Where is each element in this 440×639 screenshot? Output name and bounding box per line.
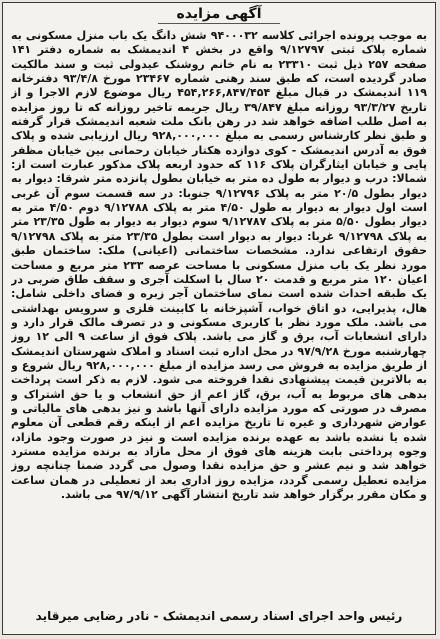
notice-body: به موجب پرونده اجرائی کلاسه ۹۴۰۰۰۳۲ شش دانگ یک باب منزل مسکونی به شماره پلاک ثبتی ۹/۱۲۷۹۷ واقع در بخش ۴ اندیمشک به شماره دفتر ۱۴۱ صفحه ۲۵۷ ذیل ثبت ۲۳۳۱۰ به نام خانم روشنک عیدولی ثبت و سند مالکیت صادر گردیده است، که طبق سند رهنی شماره ۲۳۴۶۷ مورخ ۹۳/۴/۸ دفترخانه ۱۱۹ اندیمشک در قبال مبلغ ۴۵۴,۲۶۶,۸۴۷/۴۵۴ ریال موضوع لازم الاجرا و از تاریخ ۹۳/۳/۲۷ روزانه مبلغ ۳۹/۸۴۷ ریال جریمه تاخیر روزانه که تا روز مزایده به اصل طلب اضافه خواهد شد در رهن بانک ملت شعبه اندیمشک قرار گرفته و طبق نظر کارشناس رسمی به مبلغ ۹۲۸,۰۰۰,۰۰۰ ریال ارزیابی شده و پلاک فوق به آدرس اندیمشک - کوی دوازده هکتار خیابان رحمانی بین خیابان مظفر پایی و خیابان ایثارگران پلاک ۱۱۶ که حدود اربعه پلاک مذکور عبارت است از: شمالا: درب و دیوار به طول ده متر به خیابان بطول پانزده متر شرقا: دیوار به دیوار بطول ۲۰/۵ متر به پلاک ۹/۱۲۷۹۶ جنوبا: در سه قسمت سوم آن غربی است اول دیوار به دیوار به طول ۴/۵۰ متر به پلاک ۹/۱۲۷۸۸ دوم ۴/۵۰ متر به دیوار بطول ۵/۵۰ متر به پلاک ۹/۱۲۷۸۷ سوم دیوار به دیوار به طول ۲۳/۳۵ متر به پلاک ۹/۱۲۷۹۸ غربا: دیوار به دیوار است بطول ۲۳/۳۵ متر به پلاک ۹/۱۲۷۹۸ حقوق ارتفاعی ندارد. مشخصات ساختمانی (اعیانی) ملک: ساختمان طبق مورد نظر یک باب منزل مسکونی با مساحت عرصه ۲۳۳ متر مربع و مساحت اعیان ۱۲۰ متر مربع و قدمت ۲۰ سال با اسکلت آجری و سقف طاق ضربی در یک طبقه احداث شده است نمای ساختمان آجر زبره و فضای داخلی شامل: هال، پذیرایی، دو اتاق خواب، آشپزخانه با کابینت فلزی و سرویس بهداشتی می باشد. ملک مورد نظر با کاربری مسکونی و در تصرف مالک قرار دارد و دارای انشعابات آب، برق و گاز می باشد. پلاک فوق از ساعت ۹ الی ۱۲ روز چهارشنبه مورخ ۹۷/۹/۲۸ در محل اداره ثبت اسناد و املاک شهرستان اندیمشک از طریق مزایده به فروش می رسد مزایده از مبلغ ۹۲۸,۰۰۰,۰۰۰ ریال شروع و به بالاترین قیمت پیشنهادی نقدا فروخته می شود. لازم به ذکر است پرداخت بدهی های مربوط به آب، برق، گاز اعم از حق انشعاب و یا حق اشتراک و مصرف در صورتی که مورد مزایده دارای آنها باشد و نیز بدهی های مالیاتی و عوارض شهرداری و غیره تا تاریخ مزایده اعم از اینکه رقم قطعی آن معلوم شده یا نشده باشد به عهده برنده مزایده است و نیز در صورت وجود مازاد، وجوه پرداختی بابت هزینه های فوق از محل مازاد به برنده مزایده مسترد خواهد شد و نیم عشر و حق مزایده نقدا وصول می گردد ضمنا چنانچه روز مزایده تعطیل رسمی گردد، مزایده روز اداری بعد از تعطیلی در همان ساعت و مکان مقرر برگزار خواهد شد تاریخ انتشار آگهی ۹۷/۹/۱۲ می باشد. [11, 29, 427, 501]
notice-clipping [2, 2, 436, 635]
notice-title: آگهی مزایده [176, 6, 262, 22]
title-underline [158, 23, 280, 24]
notice-signature: رئیس واحد اجرای اسناد رسمی اندیمشک - نادر رضایی میرقاید [35, 609, 403, 623]
